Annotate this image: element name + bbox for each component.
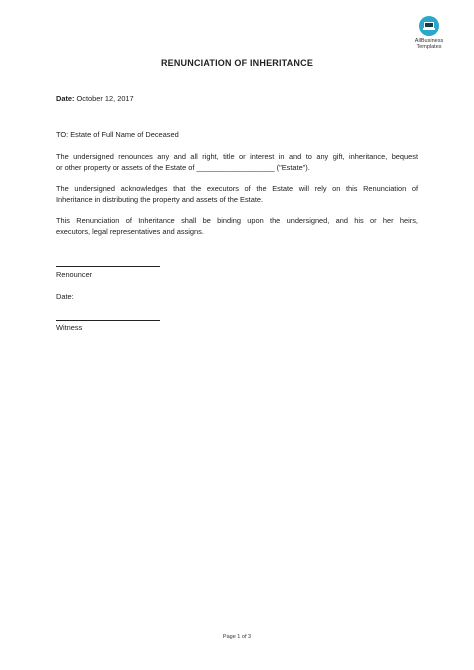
date-label: Date: — [56, 94, 75, 103]
laptop-icon — [419, 16, 439, 36]
paragraph-2-line-2: Inheritance in distributing the property and assets of the Estate. — [56, 195, 264, 204]
page-number: Page 1 of 3 — [222, 634, 252, 640]
brand-logo — [409, 16, 449, 50]
paragraph-3 — [56, 215, 418, 237]
paragraph-1 — [56, 151, 418, 173]
document-title: RENUNCIATION OF INHERITANCE — [160, 58, 314, 68]
date-signature-label: Date: — [56, 292, 74, 301]
witness-signature-line — [56, 320, 160, 321]
renouncer-signature-line — [56, 266, 160, 267]
paragraph-1-line-1: The undersigned renounces any and all right, title or interest in and to any gift, inheritance, bequest — [56, 152, 418, 161]
paragraph-2 — [56, 183, 418, 205]
date-value: October 12, 2017 — [74, 94, 134, 103]
recipient-line: TO: Estate of Full Name of Deceased — [56, 130, 179, 139]
logo-text-line1: AllBusiness — [414, 38, 444, 44]
renouncer-label: Renouncer — [56, 270, 93, 279]
logo-text-line2: Templates — [416, 44, 442, 50]
paragraph-3-line-2: executors, legal representatives and assigns. — [56, 227, 204, 236]
paragraph-1-line-2: or other property or assets of the Estate of ___________________ ("Estate"). — [56, 163, 310, 172]
paragraph-2-line-1: The undersigned acknowledges that the executors of the Estate will rely on this Renunciation of — [56, 184, 418, 193]
date-line — [56, 93, 134, 104]
paragraph-3-line-1: This Renunciation of Inheritance shall be binding upon the undersigned, and his or her heirs, — [56, 216, 418, 225]
witness-label: Witness — [56, 323, 83, 332]
